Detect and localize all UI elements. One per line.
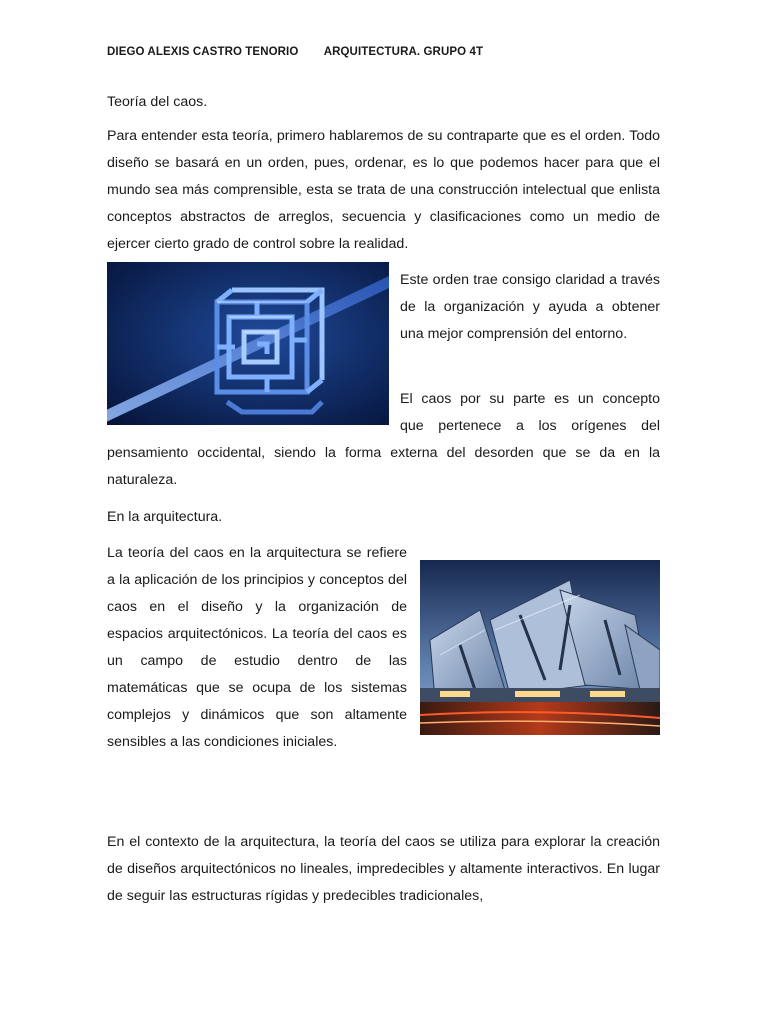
- document-header: [107, 46, 483, 58]
- paragraph-caos-line1: El caos por su parte es un concepto: [400, 391, 660, 407]
- paragraph-claridad: Este orden trae consigo claridad a través de la organización y ayuda a obtener una mejor comprensión del entorno.: [400, 272, 660, 342]
- paragraph-caos-line2: que pertenece a los orígenes del: [400, 418, 660, 434]
- maze-illustration: [107, 262, 389, 425]
- author-name: DIEGO ALEXIS CASTRO TENORIO: [107, 46, 299, 58]
- course-name: ARQUITECTURA. GRUPO 4T: [323, 46, 484, 58]
- paragraph-orden: Para entender esta teoría, primero hablaremos de su contraparte que es el orden. Todo diseño se basará en un orden, pues, ordenar, es lo que podemos hacer para que el mundo sea más comprensible, esta se trata de una construcción intelectual que enlista conceptos abstractos de arreglos, secuencia y clasificaciones como un medio de ejercer cierto grado de control sobre la realidad.: [107, 128, 660, 252]
- paragraph-caos-rest: pensamiento occidental, siendo la forma externa del desorden que se da en la naturaleza.: [107, 445, 660, 488]
- paragraph-arquitectura: La teoría del caos en la arquitectura se refiere a la aplicación de los principios y conceptos del caos en el diseño y la organización de espacios arquitectónicos. La teoría del caos es un campo de estudio dentro de las matemáticas que se ocupa de los sistemas complejos y dinámicos que son altamente sensibles a las condiciones iniciales.: [107, 545, 407, 750]
- building-illustration: [420, 560, 660, 735]
- document-title: Teoría del caos.: [107, 94, 208, 110]
- maze-image: [107, 262, 389, 425]
- paragraph-contexto: En el contexto de la arquitectura, la teoría del caos se utiliza para explorar la creación de diseños arquitectónicos no lineales, impredecibles y altamente interactivos. En lugar de seguir las estructuras rígidas y predecibles tradicionales,: [107, 834, 660, 904]
- section-heading: En la arquitectura.: [107, 509, 223, 525]
- building-image: [420, 560, 660, 735]
